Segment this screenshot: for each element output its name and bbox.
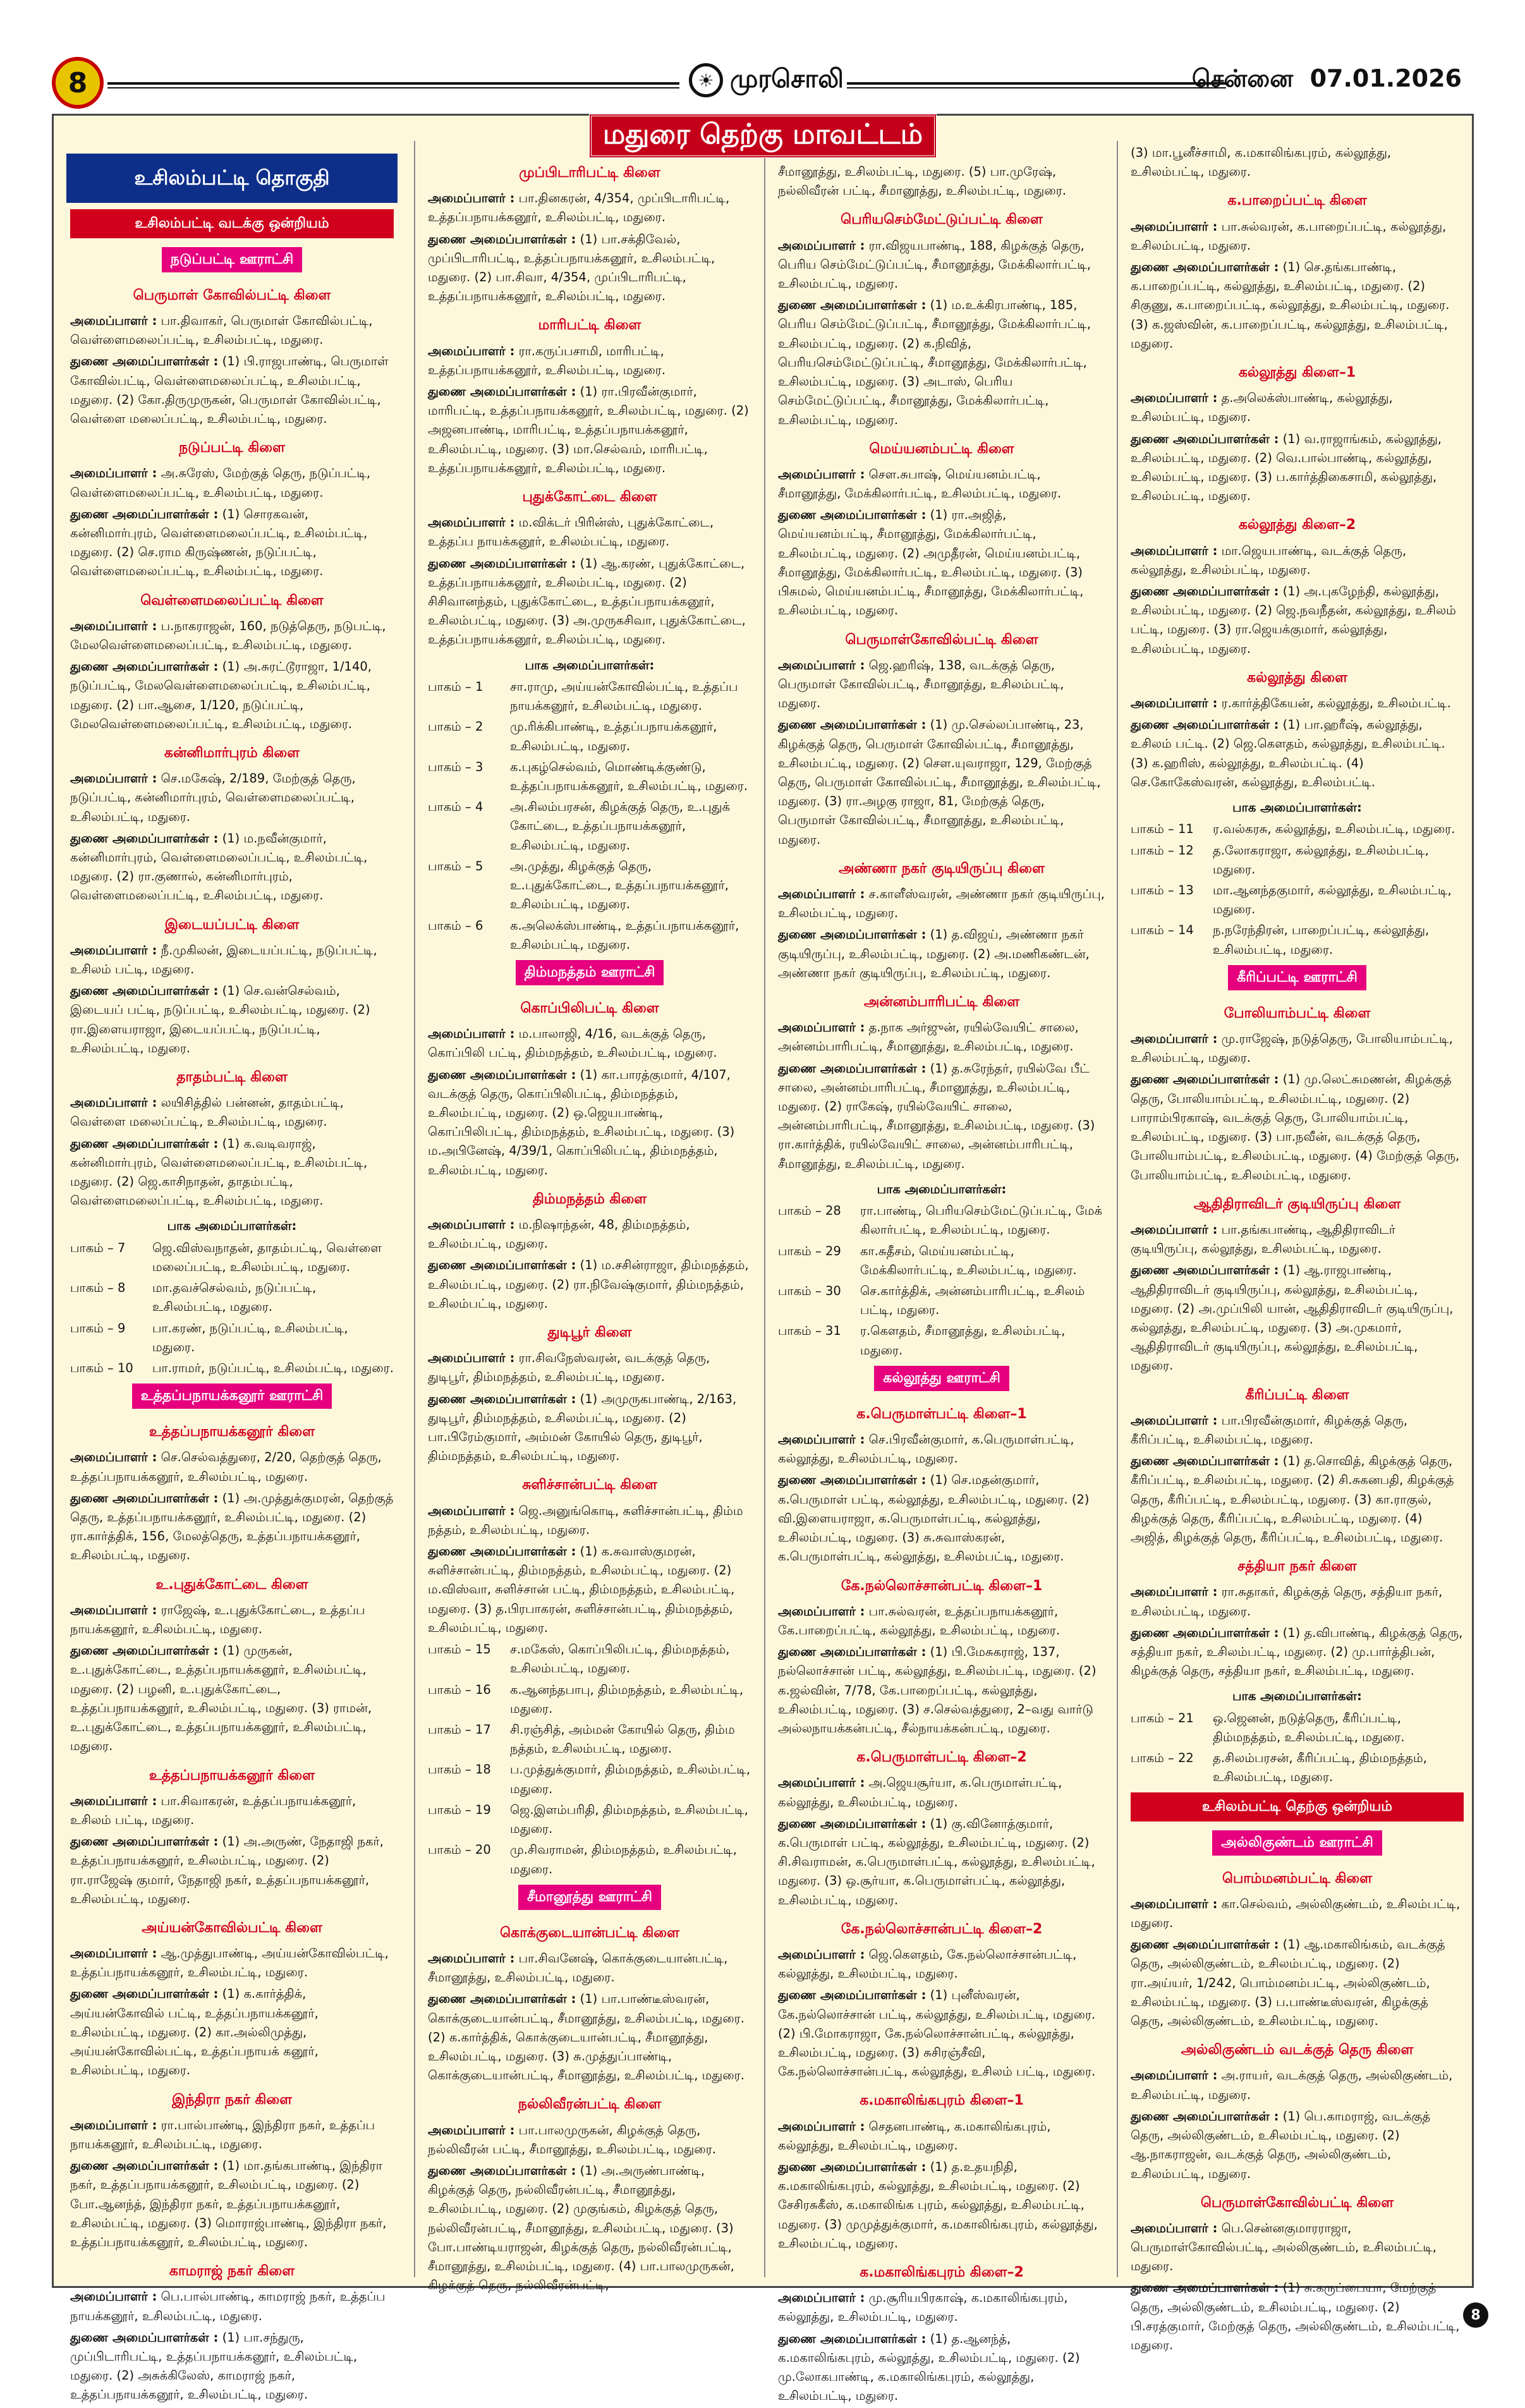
booth-row: பாகம் – 17 சி.ரஞ்சித், அம்மன் கோயில் தெரு, திம்ம நத்தம், உசிலம்பட்டி, மதுரை.	[428, 1722, 735, 1756]
branch-heading: நடுப்பட்டி கிளை	[179, 440, 285, 456]
section-title: உசிலம்பட்டி தொகுதி	[66, 154, 398, 203]
page-number-badge: 8	[52, 57, 104, 109]
organizer-line: அமைப்பாளர் : செ.பிரவீன்குமார், க.பெருமாள்பட்டி, கல்லூத்து, உசிலம்பட்டி, மதுரை.	[778, 1432, 1074, 1466]
booth-row: பாகம் – 9 பா.கரண், நடுப்பட்டி, உசிலம்பட்டி, மதுரை.	[70, 1320, 348, 1354]
branch-heading: நல்லிவீரன்பட்டி கிளை	[518, 2096, 662, 2113]
organizer-line: அமைப்பாளர் : லயிசித்தில் பன்னன், தாதம்பட்டி, வெள்ளை மலைப்பட்டி, உசிலம்பட்டி, மதுரை.	[70, 1095, 344, 1129]
organizer-line: அமைப்பாளர் : பா.பாலமுருகன், கிழக்குத் தெரு, நல்லிவீரன் பட்டி, சீமானூத்து, உசிலம்பட்டி, மதுரை.	[428, 2122, 717, 2156]
header-rule-left	[107, 82, 679, 85]
branch-heading: கல்லூத்து கிளை–2	[1238, 517, 1356, 533]
booth-row: பாகம் – 19 ஜெ.இளம்பரிதி, திம்மநத்தம், உசிலம்பட்டி, மதுரை.	[428, 1802, 748, 1837]
union-band: உசிலம்பட்டி தெற்கு ஒன்றியம்	[1131, 1792, 1464, 1821]
organizer-line: அமைப்பாளர் : செதனபாண்டி, க.மகாலிங்கபுரம், கல்லூத்து, உசிலம்பட்டி, மதுரை.	[778, 2119, 1051, 2153]
deputy-line: துணை அமைப்பாளர்கள் : (1) முருகன், உ.புதுக்கோட்டை, உத்தப்பநாயக்கனூர், உசிலம்பட்டி, மதுரை. (2) பழனி, உ.புதுக்கோட்டை, உத்தப்பநாயக்கனூர், உசிலம்பட்டி, மதுரை. (3) ராமன், உ.புதுக்கோட்டை, உத்தப்பநாயக்கனூர், உசிலம்பட்டி, மதுரை.	[70, 1643, 372, 1754]
branch-heading: அண்ணா நகர் குடியிருப்பு கிளை	[839, 860, 1045, 877]
deputy-line: துணை அமைப்பாளர்கள் : (1) அ.அருண், நேதாஜி நகர், உத்தப்பநாயக்கனூர், உசிலம்பட்டி, மதுரை. (2) ரா.ராஜேஷ் குமார், நேதாஜி நகர், உத்தப்பநாயக்கனூர், உசிலம்பட்டி, மதுரை.	[70, 1834, 384, 1906]
booth-heading: பாக அமைப்பாளர்கள்:	[877, 1181, 1007, 1196]
organizer-line: அமைப்பாளர் : ஜெ.கெளதம், கே.நல்லொச்சான்பட்டி, கல்லூத்து, உசிலம்பட்டி, மதுரை.	[778, 1947, 1077, 1981]
branch-heading: இந்திரா நகர் கிளை	[171, 2091, 293, 2108]
organizer-line: அமைப்பாளர் : பா.பிரவீன்குமார், கிழக்குத் தெரு, கீரிப்பட்டி, உசிலம்பட்டி, மதுரை.	[1131, 1413, 1408, 1447]
branch-heading: துடிபூர் கிளை	[547, 1325, 632, 1341]
organizer-line: அமைப்பாளர் : செ.மகேஷ், 2/189, மேற்குத் தெரு, நடுப்பட்டி, கன்னிமார்புரம், வெள்ளைமலைப்பட்டி, உசிலம்பட்டி, மதுரை.	[70, 771, 356, 824]
booth-row: பாகம் – 10 பா.ராமர், நடுப்பட்டி, உசிலம்பட்டி, மதுரை.	[70, 1360, 394, 1375]
booth-heading: பாக அமைப்பாளர்கள்:	[1232, 1689, 1362, 1704]
column-4	[1122, 141, 1473, 2357]
deputy-line: துணை அமைப்பாளர்கள் : (1) க.கார்த்திக், அய்யன்கோவில் பட்டி, உத்தப்பநாயக்கனூர், உசிலம்பட்டி, மதுரை. (2) கா.அல்லிமுத்து, அய்யன்கோவில்பட்டி, உத்தப்பநாயக் கனூர், உசிலம்பட்டி, மதுரை.	[70, 1986, 319, 2078]
deputy-line: துணை அமைப்பாளர்கள் : (1) செ.வன்செல்வம், இடையப் பட்டி, நடுப்பட்டி, உசிலம்பட்டி, மதுரை. (2) ரா.இளையராஜா, இடையப்பட்டி, நடுப்பட்டி, உசிலம்பட்டி, மதுரை.	[70, 983, 370, 1055]
branch-heading: க.பாறைப்பட்டி கிளை	[1227, 193, 1367, 209]
organizer-line: அமைப்பாளர் : நீ.முகிலன், இடையப்பட்டி, நடுப்பட்டி, உசிலம் பட்டி, மதுரை.	[70, 942, 377, 976]
deputy-line: துணை அமைப்பாளர்கள் : (1) ரா.பிரவீன்குமார், மாரிபட்டி, உத்தப்பநாயக்கனூர், உசிலம்பட்டி, மதுரை. (2) அஜனபாண்டி, மாரிபட்டி, உத்தப்பநாயக்கனூர், உசிலம்பட்டி, மதுரை. (3) மா.செல்வம், மாரிபட்டி, உத்தப்பநாயக்கனூர், உசிலம்பட்டி, மதுரை.	[428, 384, 749, 475]
branch-heading: பொம்மனம்பட்டி கிளை	[1222, 1870, 1373, 1887]
deputy-line: துணை அமைப்பாளர்கள் : (1) த.ஆனந்த், க.மகாலிங்கபுரம், கல்லூத்து, உசிலம்பட்டி, மதுரை. (2) மு.லோகபாண்டி, க.மகாலிங்கபுரம், கல்லூத்து, உசிலம்பட்டி, மதுரை.	[778, 2331, 1080, 2404]
organizer-line: அமைப்பாளர் : ப.நாகராஜன், 160, நடுத்தெரு, நடுபட்டி, மேலவெள்ளைமலைப்பட்டி, உசிலம்பட்டி, மதுரை.	[70, 618, 386, 652]
branch-heading: மாரிபட்டி கிளை	[538, 317, 641, 334]
deputy-line: துணை அமைப்பாளர்கள் : (1) த.விபாண்டி, கிழக்குத் தெரு, சத்தியா நகர், உசிலம்பட்டி, மதுரை. (2) மு.பார்த்திபன், கிழக்குத் தெரு, சத்தியா நகர், உசிலம்பட்டி, மதுரை.	[1131, 1625, 1463, 1679]
branch-heading: ஆதிதிராவிடர் குடியிருப்பு கிளை	[1193, 1196, 1401, 1212]
column-divider	[764, 141, 765, 2277]
organizer-line: அமைப்பாளர் : செள.சுபாஷ், மெய்யனம்பட்டி, சீமானூத்து, மேக்கிலார்பட்டி, உசிலம்பட்டி, மதுரை.	[778, 466, 1062, 501]
deputy-line: துணை அமைப்பாளர்கள் : (1) த.உதயநிதி, க.மகாலிங்கபுரம், கல்லூத்து, உசிலம்பட்டி, மதுரை. (2) சேசிரசுகீஸ், க.மகாலிங்க புரம், கல்லூத்து, உசிலம்பட்டி, மதுரை. (3) முமுத்துக்குமார், க.மகாலிங்கபுரம், கல்லூத்து, உசிலம்பட்டி, மதுரை.	[778, 2159, 1098, 2251]
booth-heading: பாக அமைப்பாளர்கள்:	[1232, 800, 1362, 815]
booth-row: பாகம் – 22 த.சிலம்பரசன், கீரிப்பட்டி, திம்மநத்தம், உசிலம்பட்டி, மதுரை.	[1131, 1751, 1427, 1785]
booth-row: பாகம் – 5 அ.முத்து, கிழக்குத் தெரு, உ.புதுக்கோட்டை, உத்தப்பநாயக்கனூர், உசிலம்பட்டி, மதுரை.	[428, 858, 729, 912]
organizer-line: அமைப்பாளர் : ரா.கருப்பசாமி, மாரிபட்டி, உத்தப்பநாயக்கனூர், உசிலம்பட்டி, மதுரை.	[428, 343, 666, 377]
deputy-line: துணை அமைப்பாளர்கள் : (1) பா.சந்துரு, முப்பிடாரிபட்டி, உத்தப்பநாயக்கனூர், உசிலம்பட்டி, மதுரை. (2) அசுக்கிலேஸ், காமராஜ் நகர், உத்தப்பநாயக்கனூர், உசிலம்பட்டி, மதுரை.	[70, 2330, 358, 2402]
organizer-line: அமைப்பாளர் : பெ.பால்பாண்டி, காமராஜ் நகர், உத்தப்ப நாயக்கனூர், உசிலம்பட்டி, மதுரை.	[70, 2289, 386, 2323]
deputy-line: துணை அமைப்பாளர்கள் : (1) த.சுரேந்தர், ரயில்வே பீட் சாலை, அன்னம்பாரிபட்டி, சீமானூத்து, உசிலம்பட்டி, மதுரை. (2) ராகேஷ், ரயில்வேயிட் சாலை, அன்னம்பாரிபட்டி, சீமானூத்து, உசிலம்பட்டி, மதுரை. (3) ரா.கார்த்திக், ரயில்வேயிட் சாலை, அன்னம்பாரிபட்டி, சீமானூத்து, உசிலம்பட்டி, மதுரை.	[778, 1061, 1095, 1171]
deputy-line: துணை அமைப்பாளர்கள் : (1) ம.சசின்ராஜா, திம்மநத்தம், உசிலம்பட்டி, மதுரை. (2) ரா.நிவேஷ்குமார், திம்மநத்தம், உசிலம்பட்டி, மதுரை.	[428, 1258, 749, 1311]
deputy-line: துணை அமைப்பாளர்கள் : (1) சு.கருப்பையா, மேற்குத் தெரு, அல்லிகுண்டம், உசிலம்பட்டி, மதுரை. (2) பி.சரத்குமார், மேற்குத் தெரு, அல்லிகுண்டம், உசிலம்பட்டி, மதுரை.	[1131, 2280, 1460, 2353]
deputy-line: துணை அமைப்பாளர்கள் : (1) க.வடிவராஜ், கன்னிமார்புரம், வெள்ளைமலைப்பட்டி, உசிலம்பட்டி, மதுரை. (2) ஜெ.காசிநாதன், தாதம்பட்டி, வெள்ளைமலைப்பட்டி, உசிலம்பட்டி, மதுரை.	[70, 1136, 368, 1208]
organizer-line: அமைப்பாளர் : அ.சுரேஸ், மேற்குத் தெரு, நடுப்பட்டி, வெள்ளைமலைப்பட்டி, உசிலம்பட்டி, மதுரை.	[70, 466, 370, 500]
organizer-line: அமைப்பாளர் : ர.கார்த்திகேயன், கல்லூத்து, உசிலம்பட்டி.	[1131, 695, 1451, 710]
booth-row: பாகம் – 15 ச.மகேஸ், கொப்பிலிபட்டி, திம்மநத்தம், உசிலம்பட்டி, மதுரை.	[428, 1642, 730, 1676]
branch-heading: கல்லூத்து கிளை	[1246, 669, 1348, 686]
organizer-line: அமைப்பாளர் : ரா.பால்பாண்டி, இந்திரா நகர், உத்தப்ப நாயக்கனூர், உசிலம்பட்டி, மதுரை.	[70, 2117, 375, 2151]
deputy-line: துணை அமைப்பாளர்கள் : (1) மு.லெட்சுமணன், கிழக்குத் தெரு, போலியாம்பட்டி, உசிலம்பட்டி, மதுரை. (2) பாராம்பிரகாஷ், வடக்குத் தெரு, போலியாம்பட்டி, உசிலம்பட்டி, மதுரை. (3) பா.நவீன், வடக்குத் தெரு, போலியாம்பட்டி, உசிலம்பட்டி, மதுரை. (4) மேற்குத் தெரு, போலியாம்பட்டி, உசிலம்பட்டி, மதுரை.	[1131, 1072, 1460, 1183]
branch-heading: கீரிப்பட்டி கிளை	[1245, 1387, 1349, 1403]
branch-heading: காமராஜ் நகர் கிளை	[169, 2263, 295, 2280]
footer-page-number: 8	[1463, 2302, 1488, 2328]
deputy-line: துணை அமைப்பாளர்கள் : (1) அ.புகழேந்தி, கல்லூத்து, உசிலம்பட்டி, மதுரை. (2) ஜெ.நவநீதன், கல்லூத்து, உசிலம் பட்டி, மதுரை. (3) ரா.ஜெயக்குமார், கல்லூத்து, உசிலம்பட்டி, மதுரை.	[1131, 584, 1456, 656]
booth-row: பாகம் – 31 ர.கௌதம், சீமானூத்து, உசிலம்பட்டி, மதுரை.	[778, 1323, 1066, 1358]
deputy-line: துணை அமைப்பாளர்கள் : (1) புனீஸ்வரன், கே.நல்லொச்சான் பட்டி, கல்லூத்து, உசிலம்பட்டி, மதுரை. (2) பி.மோகராஜா, கே.நல்லொச்சான்பட்டி, கல்லூத்து, உசிலம்பட்டி, மதுரை. (3) சுசிரஞ்சீவி, கே.நல்லொச்சான்பட்டி, கல்லூத்து, உசிலம் பட்டி, மதுரை.	[778, 1988, 1096, 2079]
organizer-line: அமைப்பாளர் : மு.சூரியபிரகாஷ், க.மகாலிங்கபுரம், கல்லூத்து, உசிலம்பட்டி, மதுரை.	[778, 2290, 1068, 2325]
deputy-line: துணை அமைப்பாளர்கள் : (1) அமுருகபாண்டி, 2/163, துடிபூர், திம்மநத்தம், உசிலம்பட்டி, மதுரை. (2) பா.பிரேம்குமார், அம்மன் கோயில் தெரு, துடிபூர், திம்மநத்தம், உசிலம்பட்டி, மதுரை.	[428, 1391, 737, 1464]
paper-name: முரசொலி	[730, 64, 844, 94]
deputy-line: துணை அமைப்பாளர்கள் : (1) செ.மதன்குமார், க.பெருமாள் பட்டி, கல்லூத்து, உசிலம்பட்டி, மதுரை. (2) வி.இளையராஜா, க.பெருமாள்பட்டி, கல்லூத்து, உசிலம்பட்டி, மதுரை. (3) சு.சுவாஸ்கரன், க.பெருமாள்பட்டி, கல்லூத்து, உசிலம்பட்டி, மதுரை.	[778, 1473, 1090, 1564]
branch-heading: முப்பிடாரிபட்டி கிளை	[519, 165, 660, 181]
panchayat-label: கல்லூத்து ஊராட்சி	[874, 1366, 1009, 1391]
deputy-line: துணை அமைப்பாளர்கள் : (1) த.சொவித், கிழக்குத் தெரு, கீரிப்பட்டி, உசிலம்பட்டி, மதுரை. (2) சி.சுகனபதி, கிழக்குத் தெரு, கீரிப்பட்டி, உசிலம்பட்டி, மதுரை. (3) கா.ராகுல், கிழக்குத் தெரு, கீரிப்பட்டி, உசிலம்பட்டி, மதுரை. (4) அஜித், கிழக்குத் தெரு, கீரிப்பட்டி, உசிலம்பட்டி, மதுரை.	[1131, 1454, 1454, 1545]
deputy-line: துணை அமைப்பாளர்கள் : (1) சொரகவன், கன்னிமார்புரம், வெள்ளைமலைப்பட்டி, உசிலம்பட்டி, மதுரை. (2) செ.ராம கிருஷ்ணன், நடுப்பட்டி, வெள்ளைமலைப்பட்டி, உசிலம்பட்டி, மதுரை.	[70, 506, 368, 579]
header-rule-right-thin	[847, 87, 1226, 88]
deputy-line: துணை அமைப்பாளர்கள் : (1) அ.முத்துக்குமரன், தெற்குத் தெரு, உத்தப்பநாயக்கனூர், உசிலம்பட்டி, மதுரை. (2) ரா.கார்த்திக், 156, மேலத்தெரு, உத்தப்பநாயக்கனூர், உசிலம்பட்டி, மதுரை.	[70, 1490, 394, 1563]
organizer-line: அமைப்பாளர் : ஜெ.அனுங்கொடி, சுளிச்சான்பட்டி, திம்ம நத்தம், உசிலம்பட்டி, மதுரை.	[428, 1503, 743, 1537]
booth-row: பாகம் – 11 ர.வல்கரசு, கல்லூத்து, உசிலம்பட்டி, மதுரை.	[1131, 822, 1455, 837]
branch-heading: கொக்குடையான்பட்டி கிளை	[500, 1925, 679, 1941]
panchayat-label: அல்லிகுண்டம் ஊராட்சி	[1212, 1830, 1382, 1856]
organizer-line: அமைப்பாளர் : ம.பாலாஜி, 4/16, வடக்குத் தெரு, கொப்பிலி பட்டி, திம்மநத்தம், உசிலம்பட்டி, மதுரை.	[428, 1026, 717, 1061]
organizer-line: அமைப்பாளர் : பா.சுல்வரன், க.பாறைப்பட்டி, கல்லூத்து, உசிலம்பட்டி, மதுரை.	[1131, 219, 1447, 253]
booth-row: பாகம் – 28 ரா.பாண்டி, பெரியசெம்மேட்டுப்பட்டி, மேக் கிலார்பட்டி, உசிலம்பட்டி, மதுரை.	[778, 1203, 1102, 1237]
organizer-line: அமைப்பாளர் : பா.தங்கபாண்டி, ஆதிதிராவிடர் குடியிருப்பு, கல்லூத்து, உசிலம்பட்டி, மதுரை.	[1131, 1222, 1395, 1256]
booth-row: பாகம் – 6 க.அலெக்ஸ்பாண்டி, உத்தப்பநாயக்கனூர், உசிலம்பட்டி, மதுரை.	[428, 918, 739, 952]
branch-heading: க.மகாலிங்கபுரம் கிளை–2	[860, 2265, 1024, 2281]
union-band: உசிலம்பட்டி வடக்கு ஒன்றியம்	[70, 209, 394, 238]
deputy-line: துணை அமைப்பாளர்கள் : (1) ம.உக்கிரபாண்டி, 185, பெரிய செம்மேட்டுப்பட்டி, சீமானூத்து, மேக்கிலார்பட்டி, உசிலம்பட்டி, மதுரை. (2) க.நிவித், பெரியசெம்மேட்டுப்பட்டி, சீமானூத்து, மேக்கிலார்பட்டி, உசிலம்பட்டி, மதுரை. (3) அடாஸ், பெரிய செம்மேட்டுப்பட்டி, சீமானூத்து, மேக்கிலார்பட்டி, உசிலம்பட்டி, மதுரை.	[778, 298, 1091, 427]
booth-row: பாகம் – 12 த.லோகராஜா, கல்லூத்து, உசிலம்பட்டி, மதுரை.	[1131, 842, 1429, 877]
organizer-line: அமைப்பாளர் : செ.செல்வத்துரை, 2/20, தெற்குத் தெரு, உத்தப்பநாயக்கனூர், உசிலம்பட்டி, மதுரை.	[70, 1450, 382, 1484]
header-rule-left-thin	[107, 87, 679, 88]
district-banner: மதுரை தெற்கு மாவட்டம்	[589, 114, 937, 158]
organizer-line: அமைப்பாளர் : அ.ஜெயசூர்யா, க.பெருமாள்பட்டி, கல்லூத்து, உசிலம்பட்டி, மதுரை.	[778, 1775, 1062, 1809]
branch-heading: புதுக்கோட்டை கிளை	[522, 489, 657, 506]
dateline	[1192, 64, 1462, 96]
branch-heading: கொப்பிலிபட்டி கிளை	[520, 1000, 659, 1017]
booth-heading: பாக அமைப்பாளர்கள்:	[525, 657, 655, 672]
branch-heading: கல்லூத்து கிளை–1	[1238, 365, 1356, 381]
deputy-line: துணை அமைப்பாளர்கள் : (1) ஆ.மகாலிங்கம், வடக்குத் தெரு, அல்லிகுண்டம், உசிலம்பட்டி, மதுரை. (2) ரா.அய்யர், 1/242, பொம்மனம்பட்டி, அல்லிகுண்டம், உசிலம்பட்டி, மதுரை. (3) ப.பாண்டீஸ்வரன், கிழக்குத் தெரு, அல்லிகுண்டம், உசிலம்பட்டி, மதுரை.	[1131, 1937, 1445, 2029]
booth-heading: பாக அமைப்பாளர்கள்:	[167, 1219, 297, 1234]
organizer-line: அமைப்பாளர் : ரா.சுதாகர், கிழக்குத் தெரு, சத்தியா நகர், உசிலம்பட்டி, மதுரை.	[1131, 1584, 1443, 1619]
deputy-line: துணை அமைப்பாளர்கள் : (1) பி.மேசுகராஜ், 137, நல்லொச்சான் பட்டி, கல்லூத்து, உசிலம்பட்டி, மதுரை. (2) க.ஜல்வின், 7/78, கே.பாறைப்பட்டி, கல்லூத்து, உசிலம்பட்டி, மதுரை. (3) ச.செல்வத்துரை, 2–வது வார்டு அல்லநாயக்கன்பட்டி, சீல்நாயக்கன்பட்டி, மதுரை.	[778, 1645, 1097, 1736]
deputy-line: துணை அமைப்பாளர்கள் : (1) க.சுவாஸ்குமரன், சுளிச்சான்பட்டி, திம்மநத்தம், உசிலம்பட்டி, மதுரை. (2) ம.விஸ்வா, சுளிச்சான் பட்டி, திம்மநத்தம், உசிலம்பட்டி, மதுரை. (3) த.பிரபாகரன், சுளிச்சான்பட்டி, திம்மநத்தம், உசிலம்பட்டி, மதுரை.	[428, 1544, 735, 1635]
booth-row: பாகம் – 14 ந.நரேந்திரன், பாறைப்பட்டி, கல்லூத்து, உசிலம்பட்டி, மதுரை.	[1131, 923, 1430, 957]
article-body	[52, 114, 1474, 2404]
deputy-line: துணை அமைப்பாளர்கள் : (1) ம.நவீன்குமார், கன்னிமார்புரம், வெள்ளைமலைப்பட்டி, உசிலம்பட்டி, மதுரை. (2) ரா.குணால், கன்னிமார்புரம், வெள்ளைமலைப்பட்டி, உசிலம்பட்டி, மதுரை.	[70, 830, 368, 903]
continued-text: சீமானூத்து, உசிலம்பட்டி, மதுரை. (5) பா.முரேஷ், நல்லிவீரன் பட்டி, சீமானூத்து, உசிலம்பட்டி, மதுரை.	[778, 164, 1067, 198]
deputy-line: துணை அமைப்பாளர்கள் : (1) பா.ஹரீஷ், கல்லூத்து, உசிலம் பட்டி. (2) ஜெ.கௌதம், கல்லூத்து, உசிலம்பட்டி. (3) க.ஹரிஸ், கல்லூத்து, உசிலம்பட்டி. (4) செ.கோகேஸ்வரன், கல்லூத்து, உசிலம்பட்டி.	[1131, 717, 1445, 789]
deputy-line: துணை அமைப்பாளர்கள் : (1) ஆ.ராஜபாண்டி, ஆதிதிராவிடர் குடியிருப்பு, கல்லூத்து, உசிலம்பட்டி, மதுரை. (2) அ.முப்பிலி யான், ஆதிதிராவிடர் குடியிருப்பு, கல்லூத்து, உசிலம்பட்டி, மதுரை. (3) அ.முகமார், ஆதிதிராவிடர் குடியிருப்பு, கல்லூத்து, உசிலம்பட்டி, மதுரை.	[1131, 1263, 1454, 1373]
deputy-line: துணை அமைப்பாளர்கள் : (1) அ.சுரட்டூராஜா, 1/140, நடுப்பட்டி, மேலவெள்ளைமலைப்பட்டி, உசிலம்பட்டி, மதுரை. (2) பா.ஆசை, 1/120, நடுப்பட்டி, மேலவெள்ளைமலைப்பட்டி, உசிலம்பட்டி, மதுரை.	[70, 659, 372, 731]
booth-row: பாகம் – 16 க.ஆனந்தபாபு, திம்மநத்தம், உசிலம்பட்டி, மதுரை.	[428, 1682, 744, 1716]
organizer-line: அமைப்பாளர் : ராஜேஷ், உ.புதுக்கோட்டை, உத்தப்ப நாயக்கனூர், உசிலம்பட்டி, மதுரை.	[70, 1602, 365, 1636]
organizer-line: அமைப்பாளர் : ஜெ.ஹரிஷ், 138, வடக்குத் தெரு, பெருமாள் கோவில்பட்டி, சீமானூத்து, உசிலம்பட்டி, மதுரை.	[778, 657, 1064, 711]
branch-heading: பெருமாள்கோவில்பட்டி கிளை	[845, 631, 1038, 648]
organizer-line: அமைப்பாளர் : ம.விக்டர் பிரின்ஸ், புதுக்கோட்டை, உத்தப்ப நாயக்கனூர், உசிலம்பட்டி, மதுரை.	[428, 515, 714, 549]
branch-heading: உத்தப்பநாயக்கனூர் கிளை	[149, 1424, 315, 1440]
panchayat-label: திம்மநத்தம் ஊராட்சி	[516, 960, 664, 985]
organizer-line: அமைப்பாளர் : ச.காளீஸ்வரன், அண்ணா நகர் குடியிருப்பு, உசிலம்பட்டி, மதுரை.	[778, 886, 1105, 921]
deputy-line: துணை அமைப்பாளர்கள் : (1) கா.பாரத்குமார், 4/107, வடக்குத் தெரு, கொப்பிலிபட்டி, திம்மநத்தம், உசிலம்பட்டி, மதுரை. (2) ஒ.ஜெயபாண்டி, கொப்பிலிபட்டி, திம்மநத்தம், உசிலம்பட்டி, மதுரை. (3) ம.அபினேஷ், 4/39/1, கொப்பிலிபட்டி, திம்மநத்தம், உசிலம்பட்டி, மதுரை.	[428, 1067, 735, 1177]
deputy-line: துணை அமைப்பாளர்கள் : (1) மா.தங்கபாண்டி, இந்திரா நகர், உத்தப்பநாயக்கனூர், உசிலம்பட்டி, மதுரை. (2) போ.ஆனந்த், இந்திரா நகர், உத்தப்பநாயக்கனூர், உசிலம்பட்டி, மதுரை. (3) மொராஜ்பாண்டி, இந்திரா நகர், உத்தப்பநாயக்கனூர், உசிலம்பட்டி, மதுரை.	[70, 2158, 387, 2249]
branch-heading: சுளிச்சான்பட்டி கிளை	[522, 1477, 657, 1493]
organizer-line: அமைப்பாளர் : பெ.சென்னகுமாரராஜா, பெருமாள்கோவில்பட்டி, அல்லிகுண்டம், உசிலம்பட்டி, மதுரை.	[1131, 2220, 1437, 2274]
branch-heading: பெருமாள்கோவில்பட்டி கிளை	[1200, 2194, 1394, 2211]
branch-heading: அல்லிகுண்டம் வடக்குத் தெரு கிளை	[1181, 2042, 1414, 2058]
date: 07.01.2026	[1309, 64, 1462, 92]
column-divider	[414, 141, 415, 2277]
booth-row: பாகம் – 18 ப.முத்துக்குமார், திம்மநத்தம், உசிலம்பட்டி, மதுரை.	[428, 1762, 751, 1796]
organizer-line: அமைப்பாளர் : மு.ராஜேஷ், நடுத்தெரு, போலியாம்பட்டி, உசிலம்பட்டி, மதுரை.	[1131, 1031, 1453, 1066]
booth-row: பாகம் – 4 அ.சிலம்பரசன், கிழக்குத் தெரு, உ.புதுக் கோட்டை, உத்தப்பநாயக்கனூர், உசிலம்பட்டி, மதுரை.	[428, 800, 731, 853]
booth-row: பாகம் – 2 மு.ரிக்கிபாண்டி, உத்தப்பநாயக்கனூர், உசிலம்பட்டி, மதுரை.	[428, 719, 717, 753]
header-rule-right	[847, 82, 1226, 85]
booth-row: பாகம் – 20 மு.சிவராமன், திம்மநத்தம், உசிலம்பட்டி, மதுரை.	[428, 1842, 737, 1876]
booth-row: பாகம் – 13 மா.ஆனந்தகுமார், கல்லூத்து, உசிலம்பட்டி, மதுரை.	[1131, 882, 1452, 917]
organizer-line: அமைப்பாளர் : ரா.விஜயபாண்டி, 188, கிழக்குத் தெரு, பெரிய செம்மேட்டுப்பட்டி, சீமானூத்து, மேக்கிலார்பட்டி, உசிலம்பட்டி, மதுரை.	[778, 238, 1091, 291]
branch-heading: மெய்யனம்பட்டி கிளை	[869, 441, 1014, 457]
deputy-line: துணை அமைப்பாளர்கள் : (1) பெ.காமராஜ், வடக்குத் தெரு, அல்லிகுண்டம், உசிலம்பட்டி, மதுரை. (2) ஆ.நாகராஜன், வடக்குத் தெரு, அல்லிகுண்டம், உசிலம்பட்டி, மதுரை.	[1131, 2108, 1431, 2181]
deputy-line: துணை அமைப்பாளர்கள் : (1) பி.ராஜபாண்டி, பெருமாள் கோவில்பட்டி, வெள்ளைமலைப்பட்டி, உசிலம்பட்டி, மதுரை. (2) கோ.திருமுருகன், பெருமாள் கோவில்பட்டி, வெள்ளை மலைப்பட்டி, உசிலம்பட்டி, மதுரை.	[70, 354, 389, 426]
branch-heading: அய்யன்கோவில்பட்டி கிளை	[142, 1919, 322, 1936]
branch-heading: பெரியசெம்மேட்டுப்பட்டி கிளை	[841, 212, 1043, 228]
branch-heading: க.பெருமாள்பட்டி கிளை–1	[856, 1406, 1027, 1422]
branch-heading: அன்னம்பாரிபட்டி கிளை	[863, 994, 1020, 1011]
booth-row: பாகம் – 7 ஜெ.விஸ்வநாதன், தாதம்பட்டி, வெள்ளை மலைப்பட்டி, உசிலம்பட்டி, மதுரை.	[70, 1240, 382, 1274]
organizer-line: அமைப்பாளர் : த.நாக அர்ஜுன், ரயில்வேயிட் சாலை, அன்னம்பாரிபட்டி, சீமானூத்து, உசிலம்பட்டி, மதுரை.	[778, 1020, 1079, 1054]
organizer-line: அமைப்பாளர் : ஆ.முத்துபாண்டி, அய்யன்கோவில்பட்டி, உத்தப்பநாயக்கனூர், உசிலம்பட்டி, மதுரை.	[70, 1946, 389, 1980]
continued-text: (3) மா.பூனீச்சாமி, க.மகாலிங்கபுரம், கல்லூத்து, உசிலம்பட்டி, மதுரை.	[1131, 145, 1392, 179]
panchayat-label: உத்தப்பநாயக்கனூர் ஊராட்சி	[132, 1383, 332, 1409]
deputy-line: துணை அமைப்பாளர்கள் : (1) மு.செல்லப்பாண்டி, 23, கிழக்குத் தெரு, பெருமாள் கோவில்பட்டி, சீமானூத்து, உசிலம்பட்டி, மதுரை. (2) செள.யுவராஜா, 129, மேற்குத் தெரு, பெருமாள் கோவில்பட்டி, சீமானூத்து, உசிலம்பட்டி, மதுரை. (3) ரா.அழகு ராஜா, 81, மேற்குத் தெரு, பெருமாள் கோவில்பட்டி, சீமானூத்து, உசிலம்பட்டி, மதுரை.	[778, 717, 1101, 847]
column-2	[419, 154, 760, 2298]
booth-row: பாகம் – 29 கா.சுதீசம், மெய்யனம்பட்டி, மேக்கிலார்பட்டி, உசிலம்பட்டி, மதுரை.	[778, 1243, 1077, 1277]
organizer-line: அமைப்பாளர் : த.அலெக்ஸ்பாண்டி, கல்லூத்து, உசிலம்பட்டி, மதுரை.	[1131, 391, 1393, 425]
booth-row: பாகம் – 21 ஒ.ஜெனன், நடுத்தெரு, கீரிப்பட்டி, திம்மநத்தம், உசிலம்பட்டி, மதுரை.	[1131, 1710, 1405, 1744]
branch-heading: கன்னிமார்புரம் கிளை	[164, 745, 300, 761]
deputy-line: துணை அமைப்பாளர்கள் : (1) ஆ.கரண், புதுக்கோட்டை, உத்தப்பநாயக்கனூர், உசிலம்பட்டி, மதுரை. (2) சிசிவானந்தம், புதுக்கோட்டை, உத்தப்பநாயக்கனூர், உசிலம்பட்டி, மதுரை. (3) அ.முருகசிவா, புதுக்கோட்டை, உத்தப்பநாயக்கனூர், உசிலம்பட்டி, மதுரை.	[428, 556, 746, 647]
deputy-line: துணை அமைப்பாளர்கள் : (1) த.விஜய், அண்ணா நகர் குடியிருப்பு, உசிலம்பட்டி, மதுரை. (2) அ.மணிகண்டன், அண்ணா நகர் குடியிருப்பு, உசிலம்பட்டி, மதுரை.	[778, 927, 1090, 980]
branch-heading: பெருமாள் கோவில்பட்டி கிளை	[133, 287, 331, 303]
organizer-line: அமைப்பாளர் : மா.ஜெயபாண்டி, வடக்குத் தெரு, கல்லூத்து, உசிலம்பட்டி, மதுரை.	[1131, 543, 1407, 577]
booth-row: பாகம் – 1 சா.ராமு, அய்யன்கோவில்பட்டி, உத்தப்ப நாயக்கனூர், உசிலம்பட்டி, மதுரை.	[428, 679, 738, 714]
deputy-line: துணை அமைப்பாளர்கள் : (1) பா.பாண்டீஸ்வரன், கொக்குடையான்பட்டி, சீமானூத்து, உசிலம்பட்டி, மதுரை. (2) க.கார்த்திக், கொக்குடையான்பட்டி, சீமானூத்து, உசிலம்பட்டி, மதுரை. (3) சு.முத்துப்பாண்டி, கொக்குடையான்பட்டி, சீமானூத்து, உசிலம்பட்டி, மதுரை.	[428, 1991, 744, 2083]
organizer-line: அமைப்பாளர் : பா.சுல்வரன், உத்தப்பநாயக்கனூர், கே.பாறைப்பட்டி, கல்லூத்து, உசிலம்பட்டி, மதுரை.	[778, 1603, 1060, 1638]
branch-heading: உ.புதுக்கோட்டை கிளை	[155, 1576, 308, 1593]
booth-row: பாகம் – 8 மா.தவச்செல்வம், நடுப்பட்டி, உசிலம்பட்டி, மதுரை.	[70, 1280, 317, 1315]
deputy-line: துணை அமைப்பாளர்கள் : (1) பா.சக்திவேல், முப்பிடாரிபட்டி, உத்தப்பநாயக்கனூர், உசிலம்பட்டி, மதுரை. (2) பா.சிவா, 4/354, முப்பிடாரிபட்டி, உத்தப்பநாயக்கனூர், உசிலம்பட்டி, மதுரை.	[428, 231, 715, 304]
page-header	[0, 0, 1525, 107]
branch-heading: க.மகாலிங்கபுரம் கிளை–1	[860, 2093, 1024, 2109]
organizer-line: அமைப்பாளர் : கா.செல்வம், அல்லிகுண்டம், உசிலம்பட்டி, மதுரை.	[1131, 1896, 1461, 1930]
column-1	[61, 154, 403, 2407]
deputy-line: துணை அமைப்பாளர்கள் : (1) ரா.அஜித், மெய்யனம்பட்டி, சீமானூத்து, மேக்கிலார்பட்டி, உசிலம்பட்டி, மதுரை. (2) அமுதீரன், மெய்யனம்பட்டி, சீமானூத்து, மேக்கிலார்பட்டி, உசிலம்பட்டி, மதுரை. (3) பிசுமல், மெய்யனம்பட்டி, சீமானூத்து, மேக்கிலார்பட்டி, உசிலம்பட்டி, மதுரை.	[778, 508, 1084, 618]
organizer-line: அமைப்பாளர் : பா.சிவனேஷ், கொக்குடையான்பட்டி, சீமானூத்து, உசிலம்பட்டி, மதுரை.	[428, 1950, 728, 1985]
panchayat-label: நடுப்பட்டி ஊராட்சி	[162, 247, 302, 272]
organizer-line: அமைப்பாளர் : ரா.சிவநேஸ்வரன், வடக்குத் தெரு, துடிபூர், திம்மநத்தம், உசிலம்பட்டி, மதுரை.	[428, 1351, 710, 1385]
organizer-line: அமைப்பாளர் : ம.நிஷாந்தன், 48, திம்மநத்தம், உசிலம்பட்டி, மதுரை.	[428, 1217, 690, 1251]
branch-heading: வெள்ளைமலைப்பட்டி கிளை	[140, 592, 324, 609]
column-3	[769, 160, 1114, 2408]
city: சென்னை	[1191, 64, 1294, 92]
branch-heading: உத்தப்பநாயக்கனூர் கிளை	[149, 1767, 315, 1784]
branch-heading: கே.நல்லொச்சான்பட்டி கிளை–2	[841, 1921, 1043, 1937]
deputy-line: துணை அமைப்பாளர்கள் : (1) கு.வினோத்குமார், க.பெருமாள் பட்டி, கல்லூத்து, உசிலம்பட்டி, மதுரை. (2) சி.சிவராமன், க.பெருமாள்பட்டி, கல்லூத்து, உசிலம்பட்டி, மதுரை. (3) ஒ.சூர்யா, க.பெருமாள்பட்டி, கல்லூத்து, உசிலம்பட்டி, மதுரை.	[778, 1816, 1095, 1907]
deputy-line: துணை அமைப்பாளர்கள் : (1) செ.தங்கபாண்டி, க.பாறைப்பட்டி, கல்லூத்து, உசிலம்பட்டி, மதுரை. (2) சிகுணு, க.பாறைப்பட்டி, கல்லூத்து, உசிலம்பட்டி, மதுரை. (3) க.ஜஸ்வின், க.பாறைப்பட்டி, கல்லூத்து, உசிலம்பட்டி, மதுரை.	[1131, 259, 1450, 351]
branch-heading: போலியாம்பட்டி கிளை	[1224, 1005, 1371, 1021]
deputy-line: துணை அமைப்பாளர்கள் : (1) வ.ராஜாங்கம், கல்லூத்து, உசிலம்பட்டி, மதுரை. (2) வெ.பால்பாண்டி, கல்லூத்து, உசிலம்பட்டி, மதுரை. (3) ப.கார்த்திகைசாமி, கல்லூத்து, உசிலம்பட்டி, மதுரை.	[1131, 431, 1442, 504]
branch-heading: க.பெருமாள்பட்டி கிளை–2	[856, 1749, 1027, 1766]
masthead-logo-icon: ☀	[689, 63, 723, 97]
booth-row: பாகம் – 3 க.புகழ்செல்வம், மொண்டிக்குண்டு, உத்தப்பநாயக்கனூர், உசிலம்பட்டி, மதுரை.	[428, 759, 748, 793]
branch-heading: திம்மநத்தம் கிளை	[532, 1191, 647, 1207]
branch-heading: தாதம்பட்டி கிளை	[176, 1069, 288, 1086]
organizer-line: அமைப்பாளர் : பா.தினகரன், 4/354, முப்பிடாரிபட்டி, உத்தப்பநாயக்கனூர், உசிலம்பட்டி, மதுரை.	[428, 191, 730, 225]
organizer-line: அமைப்பாளர் : பா.திவாகர், பெருமாள் கோவில்பட்டி, வெள்ளைமலைப்பட்டி, உசிலம்பட்டி, மதுரை.	[70, 313, 373, 348]
panchayat-label: சீமானூத்து ஊராட்சி	[518, 1885, 661, 1910]
branch-heading: கே.நல்லொச்சான்பட்டி கிளை–1	[841, 1578, 1043, 1594]
branch-heading: சத்தியா நகர் கிளை	[1237, 1559, 1357, 1575]
organizer-line: அமைப்பாளர் : அ.ராயர், வடக்குத் தெரு, அல்லிகுண்டம், உசிலம்பட்டி, மதுரை.	[1131, 2068, 1453, 2102]
organizer-line: அமைப்பாளர் : பா.சிவாகரன், உத்தப்பநாயக்கனூர், உசிலம் பட்டி, மதுரை.	[70, 1793, 356, 1827]
column-divider	[1117, 141, 1118, 2277]
panchayat-label: கீரிப்பட்டி ஊராட்சி	[1228, 965, 1366, 990]
deputy-line: துணை அமைப்பாளர்கள் : (1) அ.அருண்பாண்டி, கிழக்குத் தெரு, நல்லிவீரன்பட்டி, சீமானூத்து, உசிலம்பட்டி, மதுரை. (2) முகுங்கம், கிழக்குத் தெரு, நல்லிவீரன்பட்டி, சீமானூத்து, உசிலம்பட்டி, மதுரை. (3) போ.பாண்டியராஜன், கிழக்குத் தெரு, நல்லிவீரன்பட்டி, சீமானூத்து, உசிலம்பட்டி, மதுரை. (4) பா.பாலமுருகன், கிழக்குத் தெரு, நல்லிவீரன்பட்டி,	[428, 2163, 734, 2293]
booth-row: பாகம் – 30 செ.கார்த்திக், அன்னம்பாரிபட்டி, உசிலம் பட்டி, மதுரை.	[778, 1283, 1085, 1318]
branch-heading: இடையப்பட்டி கிளை	[164, 916, 300, 933]
